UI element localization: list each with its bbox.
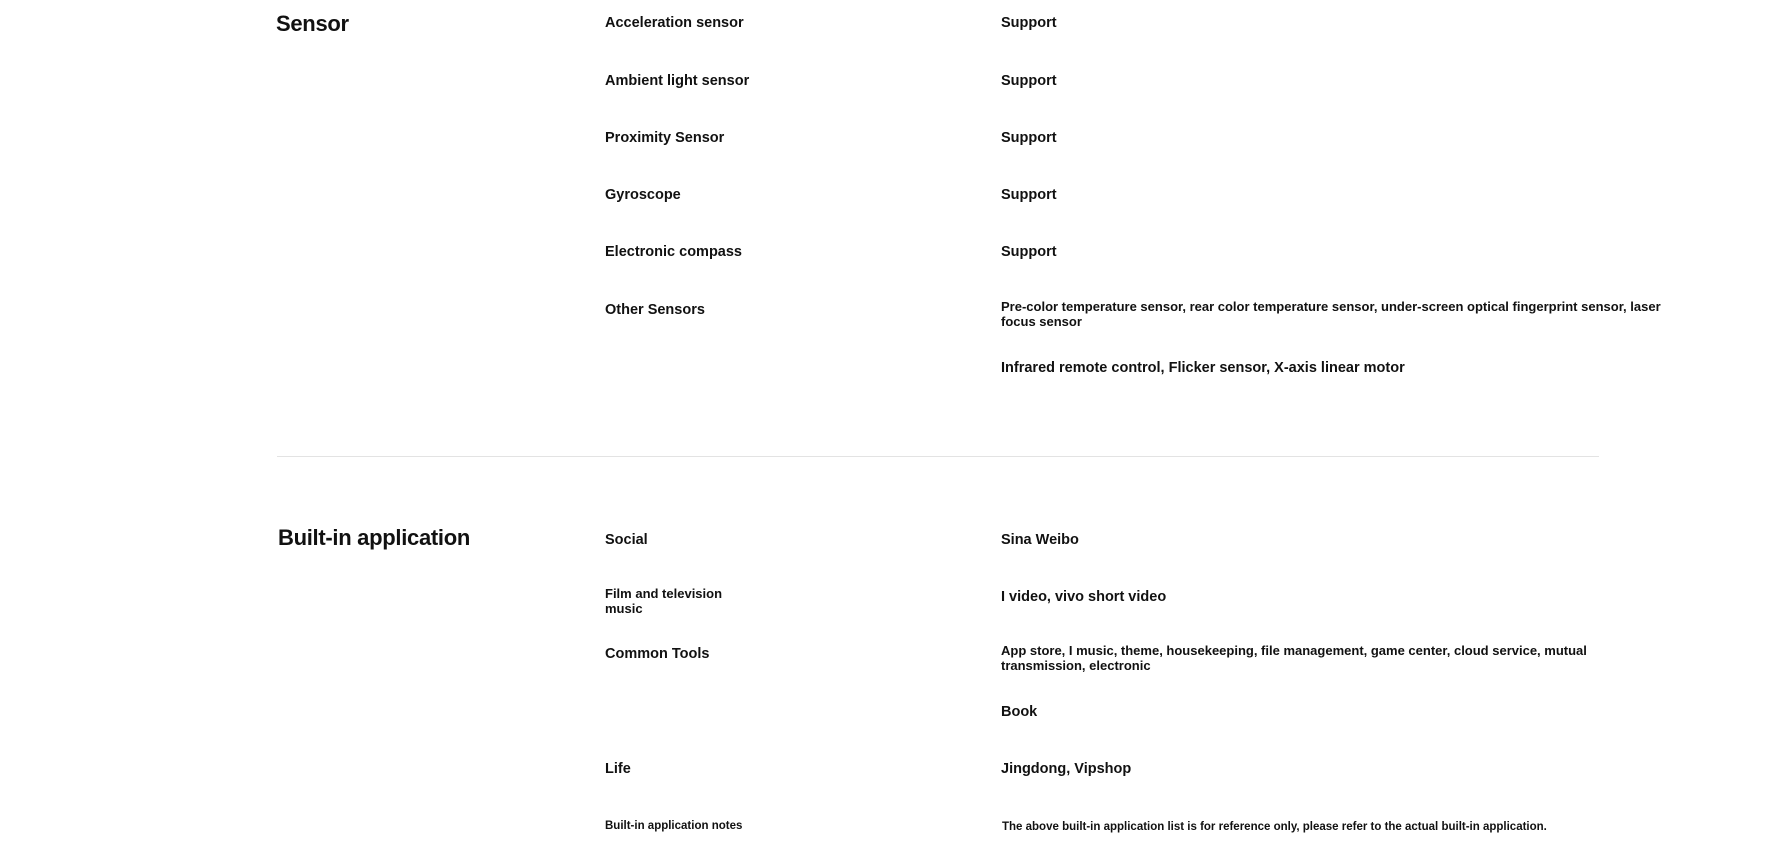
spec-label: Social <box>605 532 648 548</box>
spec-value: Support <box>1001 73 1057 89</box>
spec-label: Ambient light sensor <box>605 73 750 89</box>
spec-value: Support <box>1001 187 1057 203</box>
spec-label: Built-in application notes <box>605 820 743 832</box>
section-divider <box>277 456 1599 457</box>
spec-value: Book <box>1001 704 1038 720</box>
spec-value: The above built-in application list is for reference only, please refer to the actual built-in application. <box>1002 821 1547 833</box>
spec-label: Gyroscope <box>605 187 681 203</box>
spec-label: Other Sensors <box>605 302 705 318</box>
spec-label: Acceleration sensor <box>605 15 744 31</box>
spec-value: Pre-color temperature sensor, rear color temperature sensor, under-screen optical fingerprint sensor, laser focus sensor <box>1001 299 1661 329</box>
spec-value: Support <box>1001 244 1057 260</box>
spec-label <box>605 586 745 616</box>
spec-label-line: Film and television music <box>605 586 723 616</box>
spec-value: Infrared remote control, Flicker sensor, X-axis linear motor <box>1001 360 1405 376</box>
spec-label: Common Tools <box>605 646 710 662</box>
spec-value: Support <box>1001 15 1057 31</box>
spec-label: Electronic compass <box>605 244 742 260</box>
spec-value: I video, vivo short video <box>1001 589 1167 605</box>
section-title-sensor: Sensor <box>276 11 349 36</box>
spec-value: Sina Weibo <box>1001 532 1079 548</box>
spec-value: Jingdong, Vipshop <box>1001 761 1132 777</box>
spec-value: Support <box>1001 130 1057 146</box>
spec-label: Life <box>605 761 631 777</box>
section-title-builtin-application: Built-in application <box>278 525 470 550</box>
spec-label: Proximity Sensor <box>605 130 725 146</box>
spec-value: App store, I music, theme, housekeeping, file management, game center, cloud service, mutual transmission, electronic <box>1001 643 1587 673</box>
